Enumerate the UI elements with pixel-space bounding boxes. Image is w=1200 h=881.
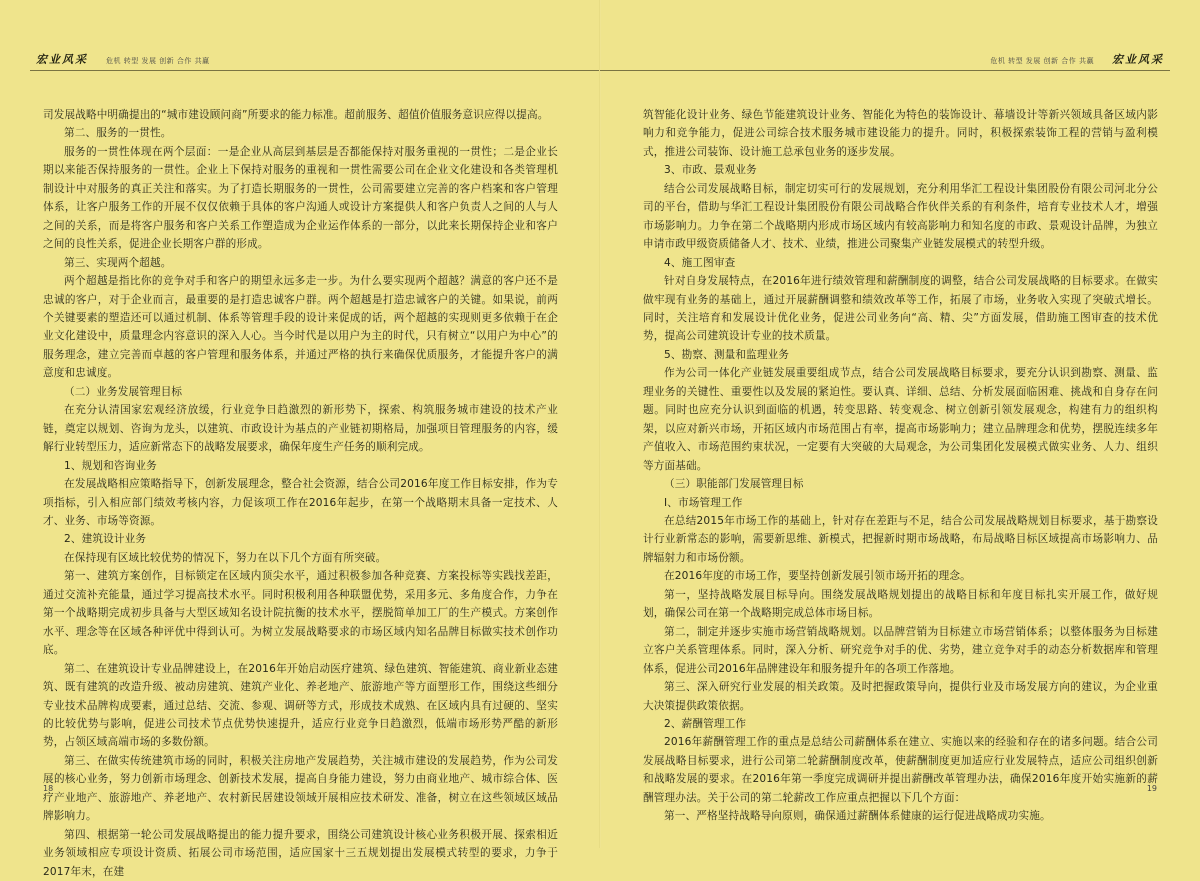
left-header	[30, 46, 600, 71]
paragraph: 两个超越是指比你的竞争对手和客户的期望永远多走一步。为什么要实现两个超越？满意的客户还不是忠诚的客户，对于企业而言，最重要的是打造忠诚客户群。两个超越是打造忠诚客户的关键。如果说，前两个关键要素的塑造还可以通过机制、体系等管理手段的设计来促成的话，两个超越的实现则更多依赖于在企业文化建设中，质量理念内容意识的深入人心。当今时代是以用户为主的时代，只有树立“以用户为中心”的服务理念，建立完善而卓越的客户管理和服务体系，并通过严格的执行来确保优质服务，才能提升客户的满意度和忠诚度。	[43, 275, 558, 380]
paragraph: 2、薪酬管理工作	[664, 717, 747, 730]
slogan: 危机 转型 发展 创新 合作 共赢	[106, 57, 210, 65]
paragraph: （二）业务发展管理目标	[64, 385, 183, 398]
logo: 宏业风采	[1112, 53, 1164, 66]
paragraph: 作为公司一体化产业链发展重要组成节点，结合公司发展战略目标要求，要充分认识到勘察、测量、监理业务的关键性、重要性以及发展的紧迫性。要认真、详细、总结、分析发展面临困难、挑战和自身存在问题。同时也应充分认识到面临的机遇，转变思路、转变观念、树立创新引领发展观念，构建有力的组织构架，以应对新兴市场，开拓区域内市场范围占有率，提高市场影响力；建立品牌理念和优势，摆脱连续多年产值收入、市场范围约束状况，一定要有大突破的大局观念，为公司集团化发展模式做实业务、人力、组织等方面基础。	[643, 367, 1158, 472]
paragraph: 第二、在建筑设计专业品牌建设上，在2016年开始启动医疗建筑、绿色建筑、智能建筑、商业新业态建筑、既有建筑的改造升级、被动房建筑、建筑产业化、养老地产、旅游地产等方面塑形工作，围绕这些细分专业技术品牌构成要素，通过总结、交流、参观、调研等方式，形成技术成熟、在区域内具有过硬的、坚实的比较优势与影响，促进公司技术节点优势快速提升，适应行业竞争日趋激烈，低端市场形势严酷的新形势，占领区域高端市场的多数份额。	[43, 662, 558, 749]
left-body-text	[43, 106, 558, 881]
page-number: 18	[43, 784, 54, 793]
logo: 宏业风采	[36, 53, 88, 66]
paragraph: 第一、建筑方案创作，目标锁定在区域内顶尖水平，通过积极参加各种竞赛、方案投标等实践找差距，通过交流补充能量，通过学习提高技术水平。同时积极利用各种联盟优势，采用多元、多角度合作，力争在第一个战略期完成初步具备与大型区域知名设计院抗衡的技术水平，摆脱简单加工厂的生产模式。方案创作水平、理念等在区域各种评优中得到认可。为树立发展战略要求的市场区域内知名品牌目标做实技术创作功底。	[43, 570, 558, 657]
paragraph: 司发展战略中明确提出的“城市建设顾问商”所要求的能力标准。超前服务、超值价值服务意识应得以提高。	[43, 109, 549, 121]
paragraph: 筑智能化设计业务、绿色节能建筑设计业务、智能化为特色的装饰设计、幕墙设计等新兴领域具备区域内影响力和竞争能力，促进公司综合技术服务城市建设能力的提升。同时，积极探索装饰工程的营销与盈利模式，推进公司装饰、设计施工总承包业务的逐步发展。	[643, 109, 1158, 158]
paragraph: 结合公司发展战略目标，制定切实可行的发展规划，充分利用华汇工程设计集团股份有限公司河北分公司的平台，借助与华汇工程设计集团股份有限公司战略合作伙伴关系的有利条件，培育专业技术人才，增强市场影响力。力争在第二个战略期内形成市场区域内有较高影响力和知名度的市政、景观设计品牌，为独立申请市政甲级资质储备人才、技术、业绩，推进公司聚集产业链发展模式的转型升级。	[643, 182, 1158, 251]
paragraph: 在保持现有区域比较优势的情况下，努力在以下几个方面有所突破。	[64, 551, 387, 564]
paragraph: Ⅰ、市场管理工作	[664, 496, 743, 509]
paragraph: 在2016年度的市场工作，要坚持创新发展引领市场开拓的理念。	[664, 570, 971, 583]
right-body-text	[643, 106, 1158, 826]
right-page	[600, 0, 1200, 848]
paragraph: 2016年薪酬管理工作的重点是总结公司薪酬体系在建立、实施以来的经验和存在的诸多问题。结合公司发展战略目标要求，进行公司第二轮薪酬制度改革，使薪酬制度更加适应行业发展特点，适应公司组织创新和战略发展的要求。在2016年第一季度完成调研并提出薪酬改革管理办法，确保2016年度开始实施新的薪酬管理办法。关于公司的第二轮薪改工作应重点把握以下几个方面：	[643, 736, 1158, 804]
paragraph: 2、建筑设计业务	[64, 533, 147, 546]
paragraph: 第三、实现两个超越。	[64, 256, 172, 269]
page-number: 19	[1146, 784, 1157, 793]
paragraph: 第二、服务的一贯性。	[64, 127, 172, 140]
paragraph: 4、施工图审查	[664, 256, 736, 269]
paragraph: 在总结2015年市场工作的基础上，针对存在差距与不足，结合公司发展战略规划目标要求，基于勘察设计行业新常态的影响，需要新思维、新模式，把握新时期市场战略，布局战略目标区域提高市场影响力、品牌辐射力和市场份额。	[643, 514, 1158, 564]
paragraph: 服务的一贯性体现在两个层面：一是企业从高层到基层是否都能保持对服务重视的一贯性；二是企业长期以来能否保持服务的一贯性。企业上下保持对服务的重视和一贯性需要公司在企业文化建设和各类管理机制设计中对服务的真正关注和落实。为了打造长期服务的一贯性，公司需要建立完善的客户档案和客户管理体系，让客户服务工作的开展不仅仅依赖于具体的客户沟通人或设计方案提供人和客户负责人之间的人与人之间的关系，而是将客户服务和客户关系工作塑造成为企业运作体系的一部分，以此来长期保持企业和客户之间的良性关系，促进企业长期客户群的形成。	[43, 145, 558, 251]
paragraph: 5、勘察、测量和监理业务	[664, 348, 790, 361]
paragraph: （三）职能部门发展管理目标	[664, 478, 804, 491]
right-header	[600, 46, 1170, 71]
paragraph: 在充分认清国家宏观经济放缓，行业竞争日趋激烈的新形势下，探索、构筑服务城市建设的技术产业链，奠定以规划、咨询为龙头，以建筑、市政设计为基点的产业链初期格局，加强项目管理服务的内容，缓解行业转型压力，适应新常态下的战略发展要求，确保年度生产任务的顺利完成。	[43, 404, 558, 454]
left-page	[0, 0, 600, 878]
paragraph: 第三、在做实传统建筑市场的同时，积极关注房地产发展趋势，关注城市建设的发展趋势，作为公司发展的核心业务，努力创新市场理念、创新技术发展，提高自身能力建设，努力由商业地产、城市综合体、医疗产业地产、旅游地产、养老地产、农村新民居建设领域开展相应技术研发、准备，树立在这些领域区域品牌影响力。	[43, 754, 558, 823]
paragraph: 第三、深入研究行业发展的相关政策。及时把握政策导向，提供行业及市场发展方向的建议，为企业重大决策提供政策依据。	[643, 681, 1158, 712]
paragraph: 3、市政、景观业务	[664, 164, 757, 177]
paragraph: 第一，坚持战略发展目标导向。围绕发展战略规划提出的战略目标和年度目标扎实开展工作，做好规划，确保公司在第一个战略期完成总体市场目标。	[643, 588, 1158, 620]
paragraph: 第四、根据第一轮公司发展战略提出的能力提升要求，围绕公司建筑设计核心业务积极开展、探索相近业务领域相应专项设计资质、拓展公司市场范围，适应国家十三五规划提出发展模式转型的要求，力争于2017年末，在建	[43, 828, 558, 878]
paragraph: 针对自身发展特点，在2016年进行绩效管理和薪酬制度的调整，结合公司发展战略的目标要求。在做实做牢现有业务的基础上，通过开展薪酬调整和绩效改革等工作，拓展了市场，业务收入实现了突破式增长。同时，关注培育和发展设计优化业务，促进公司业务向“高、精、尖”方面发展，借助施工图审查的技术优势，提高公司建筑设计专业的技术质量。	[643, 275, 1158, 343]
paragraph: 在发展战略相应策略指导下，创新发展理念，整合社会资源，结合公司2016年度工作目标安排，作为专项指标，引入相应部门绩效考核内容，力促该项工作在2016年起步，在第一个战略期末具备一定技术、人才、业务、市场等资源。	[43, 478, 558, 527]
paragraph: 1、规划和咨询业务	[64, 459, 157, 472]
paragraph: 第一、严格坚持战略导向原则，确保通过薪酬体系健康的运行促进战略成功实施。	[664, 810, 1051, 823]
paragraph: 第二，制定并逐步实施市场营销战略规划。以品牌营销为目标建立市场营销体系；以整体服务为目标建立客户关系管理体系。同时，深入分析、研究竞争对手的优、劣势，建立竞争对手的动态分析数据库和管理体系，促进公司2016年品牌建设年和服务提升年的各项工作落地。	[643, 625, 1158, 675]
slogan: 危机 转型 发展 创新 合作 共赢	[990, 57, 1094, 65]
